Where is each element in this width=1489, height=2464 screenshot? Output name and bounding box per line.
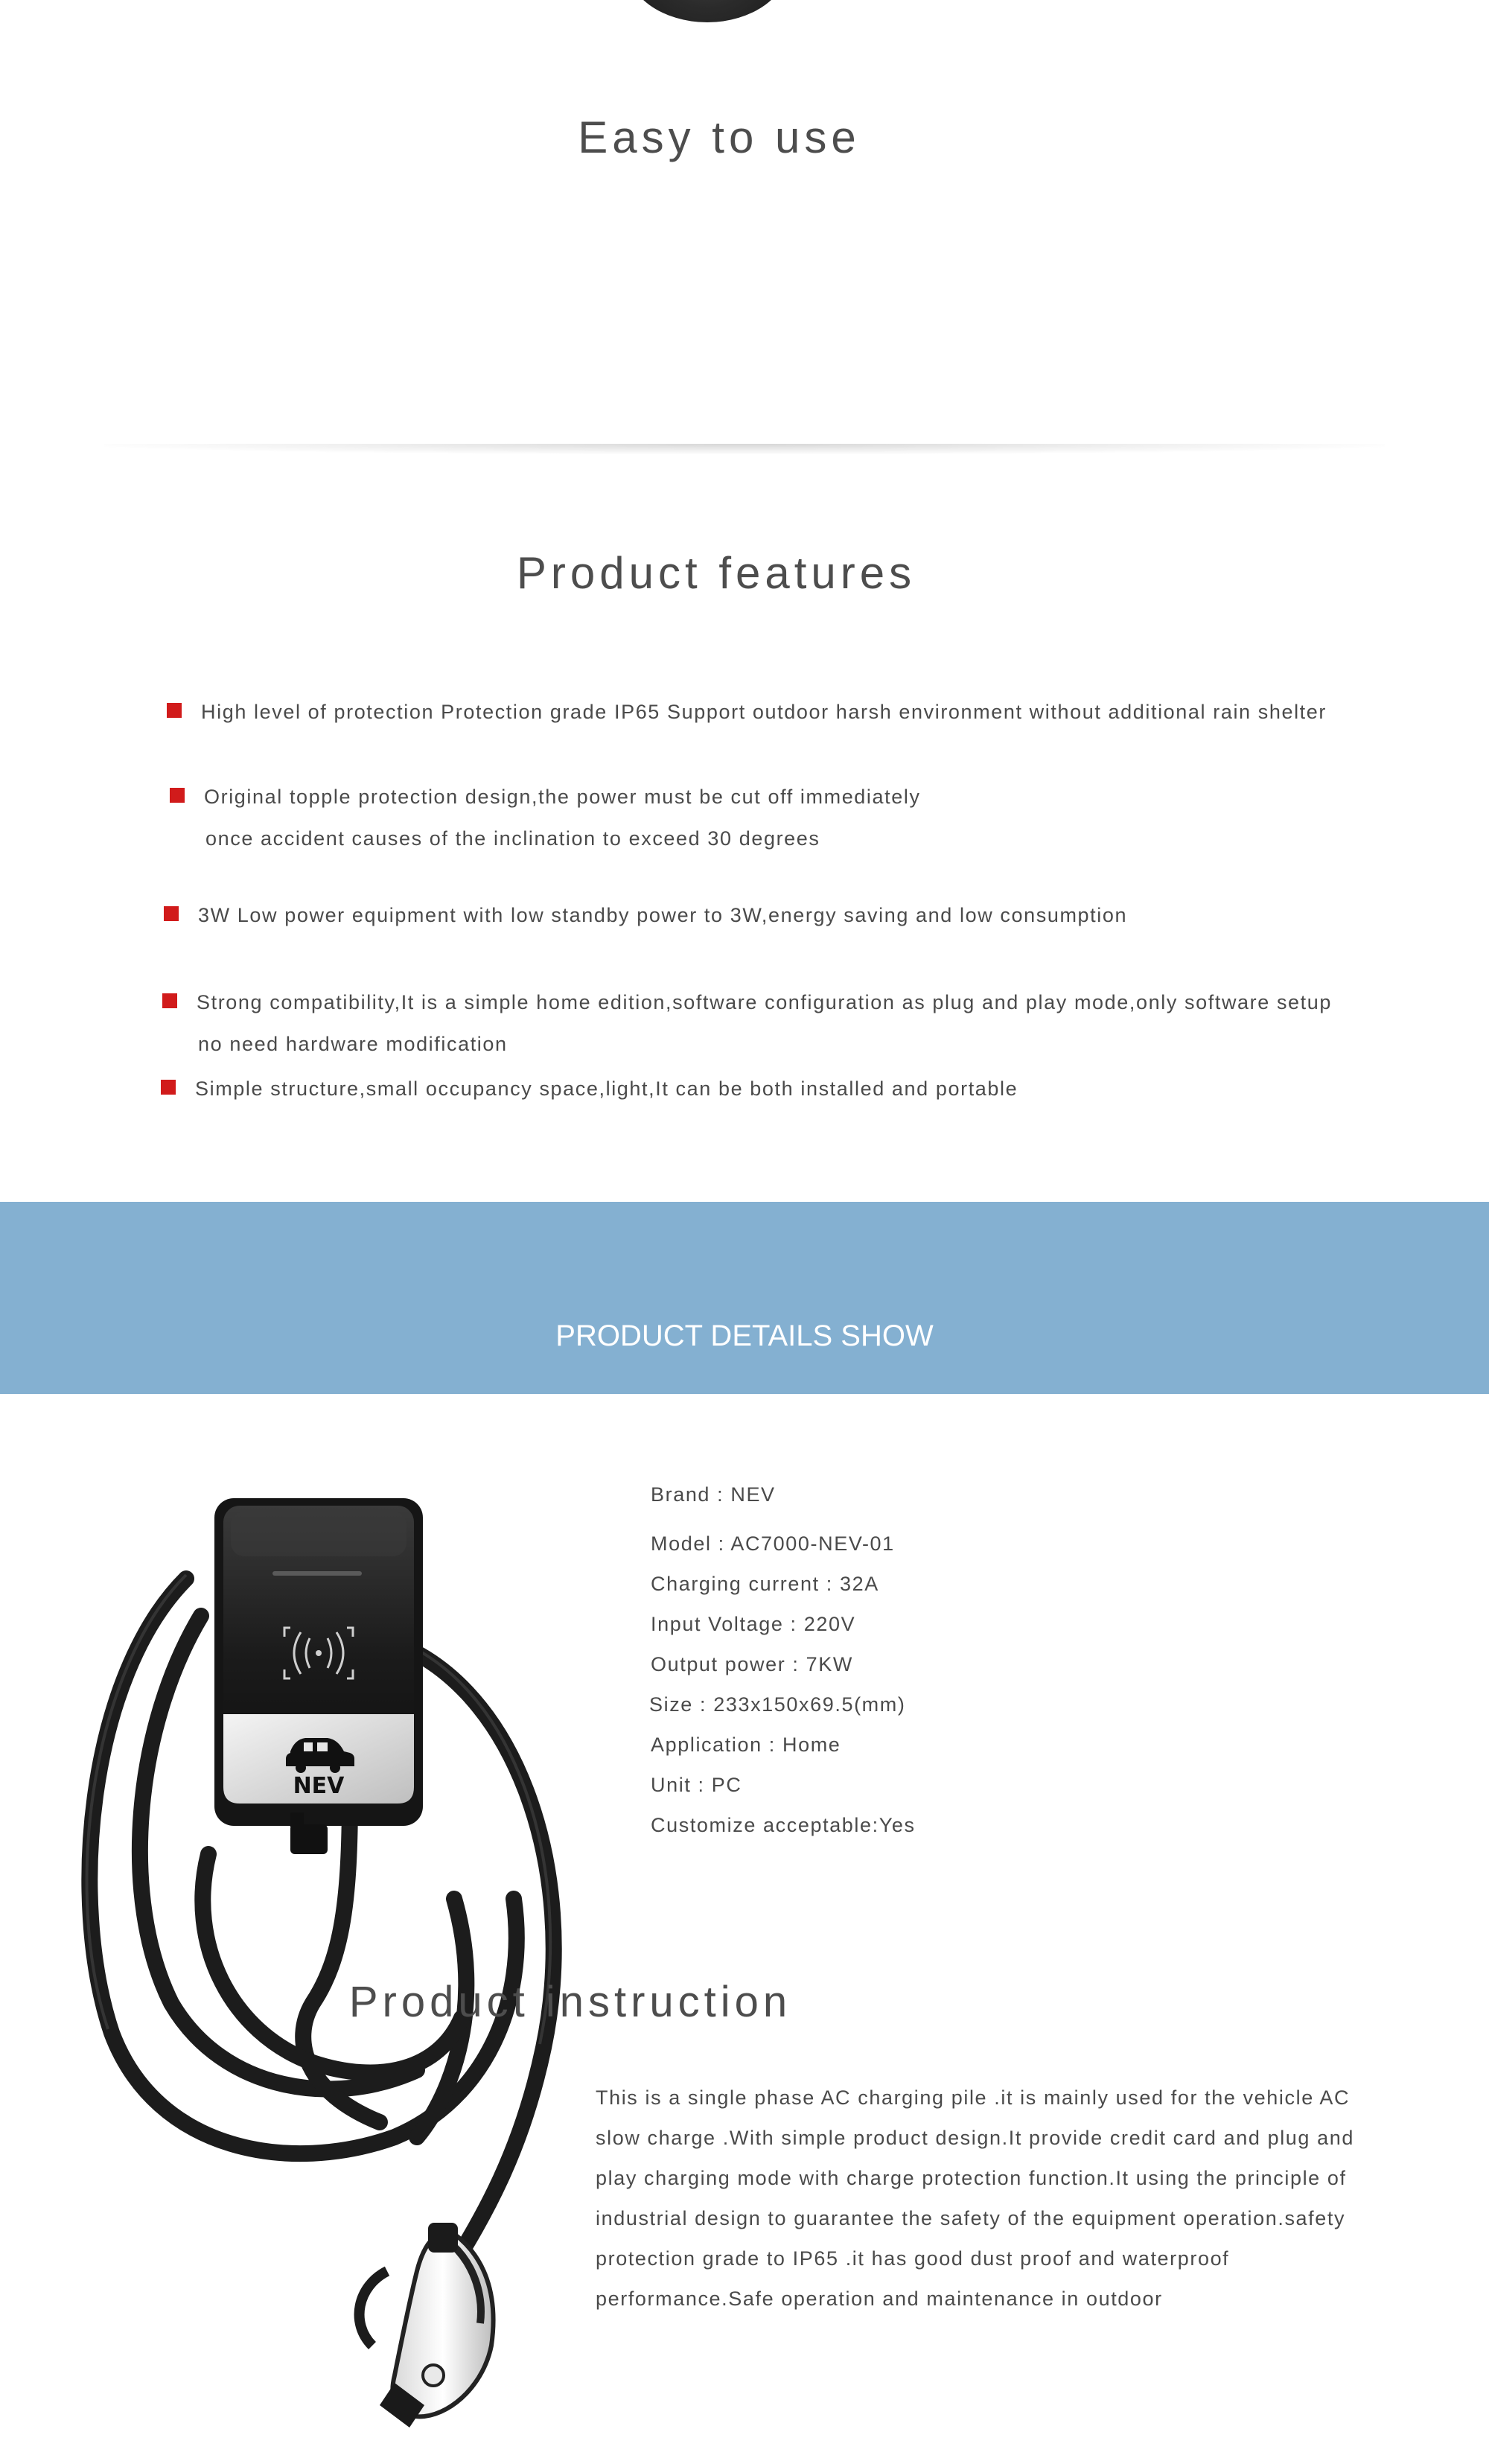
feature-text: Strong compatibility,It is a simple home edition,software configuration as plug and play mode,only software setup xyxy=(197,991,1333,1013)
instruction-line: performance.Safe operation and maintenance in outdoor xyxy=(596,2288,1163,2310)
product-instruction-text xyxy=(596,2078,1385,2319)
feature-text: Original topple protection design,the power must be cut off immediately xyxy=(204,786,921,808)
spec-output-power: Output power : 7KW xyxy=(651,1653,853,1675)
product-details-band xyxy=(0,1202,1489,1394)
spec-brand: Brand : NEV xyxy=(651,1483,776,1506)
bullet-square-icon xyxy=(167,703,182,718)
feature-item xyxy=(201,691,1327,733)
feature-item xyxy=(204,776,921,859)
easy-to-use-heading: Easy to use xyxy=(578,112,861,162)
product-spec-list xyxy=(651,1474,916,1845)
bullet-square-icon xyxy=(161,1080,176,1095)
product-details-heading: PRODUCT DETAILS SHOW xyxy=(555,1319,934,1352)
section-divider xyxy=(104,444,1385,454)
feature-item xyxy=(195,1068,1018,1110)
product-image-partial xyxy=(625,0,789,22)
feature-item xyxy=(197,981,1332,1065)
feature-text: 3W Low power equipment with low standby power to 3W,energy saving and low consumption xyxy=(198,904,1128,926)
feature-text: once accident causes of the inclination to exceed 30 degrees xyxy=(205,827,820,850)
spec-size: Size : 233x150x69.5(mm) xyxy=(649,1693,906,1716)
instruction-line: play charging mode with charge protection function.It using the principle of xyxy=(596,2167,1347,2189)
spec-application: Application : Home xyxy=(651,1734,841,1756)
bullet-square-icon xyxy=(162,993,177,1008)
bullet-square-icon xyxy=(170,788,185,803)
spec-model: Model : AC7000-NEV-01 xyxy=(651,1532,895,1555)
charger-logo: NEV xyxy=(293,1773,345,1799)
spec-unit: Unit : PC xyxy=(651,1774,742,1796)
instruction-line: slow charge .With simple product design.It provide credit card and plug and xyxy=(596,2127,1354,2149)
feature-item xyxy=(198,894,1127,936)
feature-text: Simple structure,small occupancy space,light,It can be both installed and portable xyxy=(195,1077,1018,1100)
spec-customize: Customize acceptable:Yes xyxy=(651,1814,916,1836)
feature-text: no need hardware modification xyxy=(198,1033,508,1055)
instruction-line: protection grade to IP65 .it has good dust proof and waterproof xyxy=(596,2247,1230,2270)
feature-text: High level of protection Protection grade IP65 Support outdoor harsh environment without additional rain shelter xyxy=(201,701,1327,723)
spec-charging-current: Charging current : 32A xyxy=(651,1573,879,1595)
instruction-line: industrial design to guarantee the safety of the equipment operation.safety xyxy=(596,2207,1346,2229)
product-features-heading: Product features xyxy=(516,548,916,598)
bullet-square-icon xyxy=(164,906,179,921)
product-instruction-heading: Product instruction xyxy=(348,1978,792,2026)
instruction-line: This is a single phase AC charging pile .it is mainly used for the vehicle AC xyxy=(596,2086,1351,2109)
ev-charger-image xyxy=(67,1482,573,2428)
spec-input-voltage: Input Voltage : 220V xyxy=(651,1613,856,1635)
